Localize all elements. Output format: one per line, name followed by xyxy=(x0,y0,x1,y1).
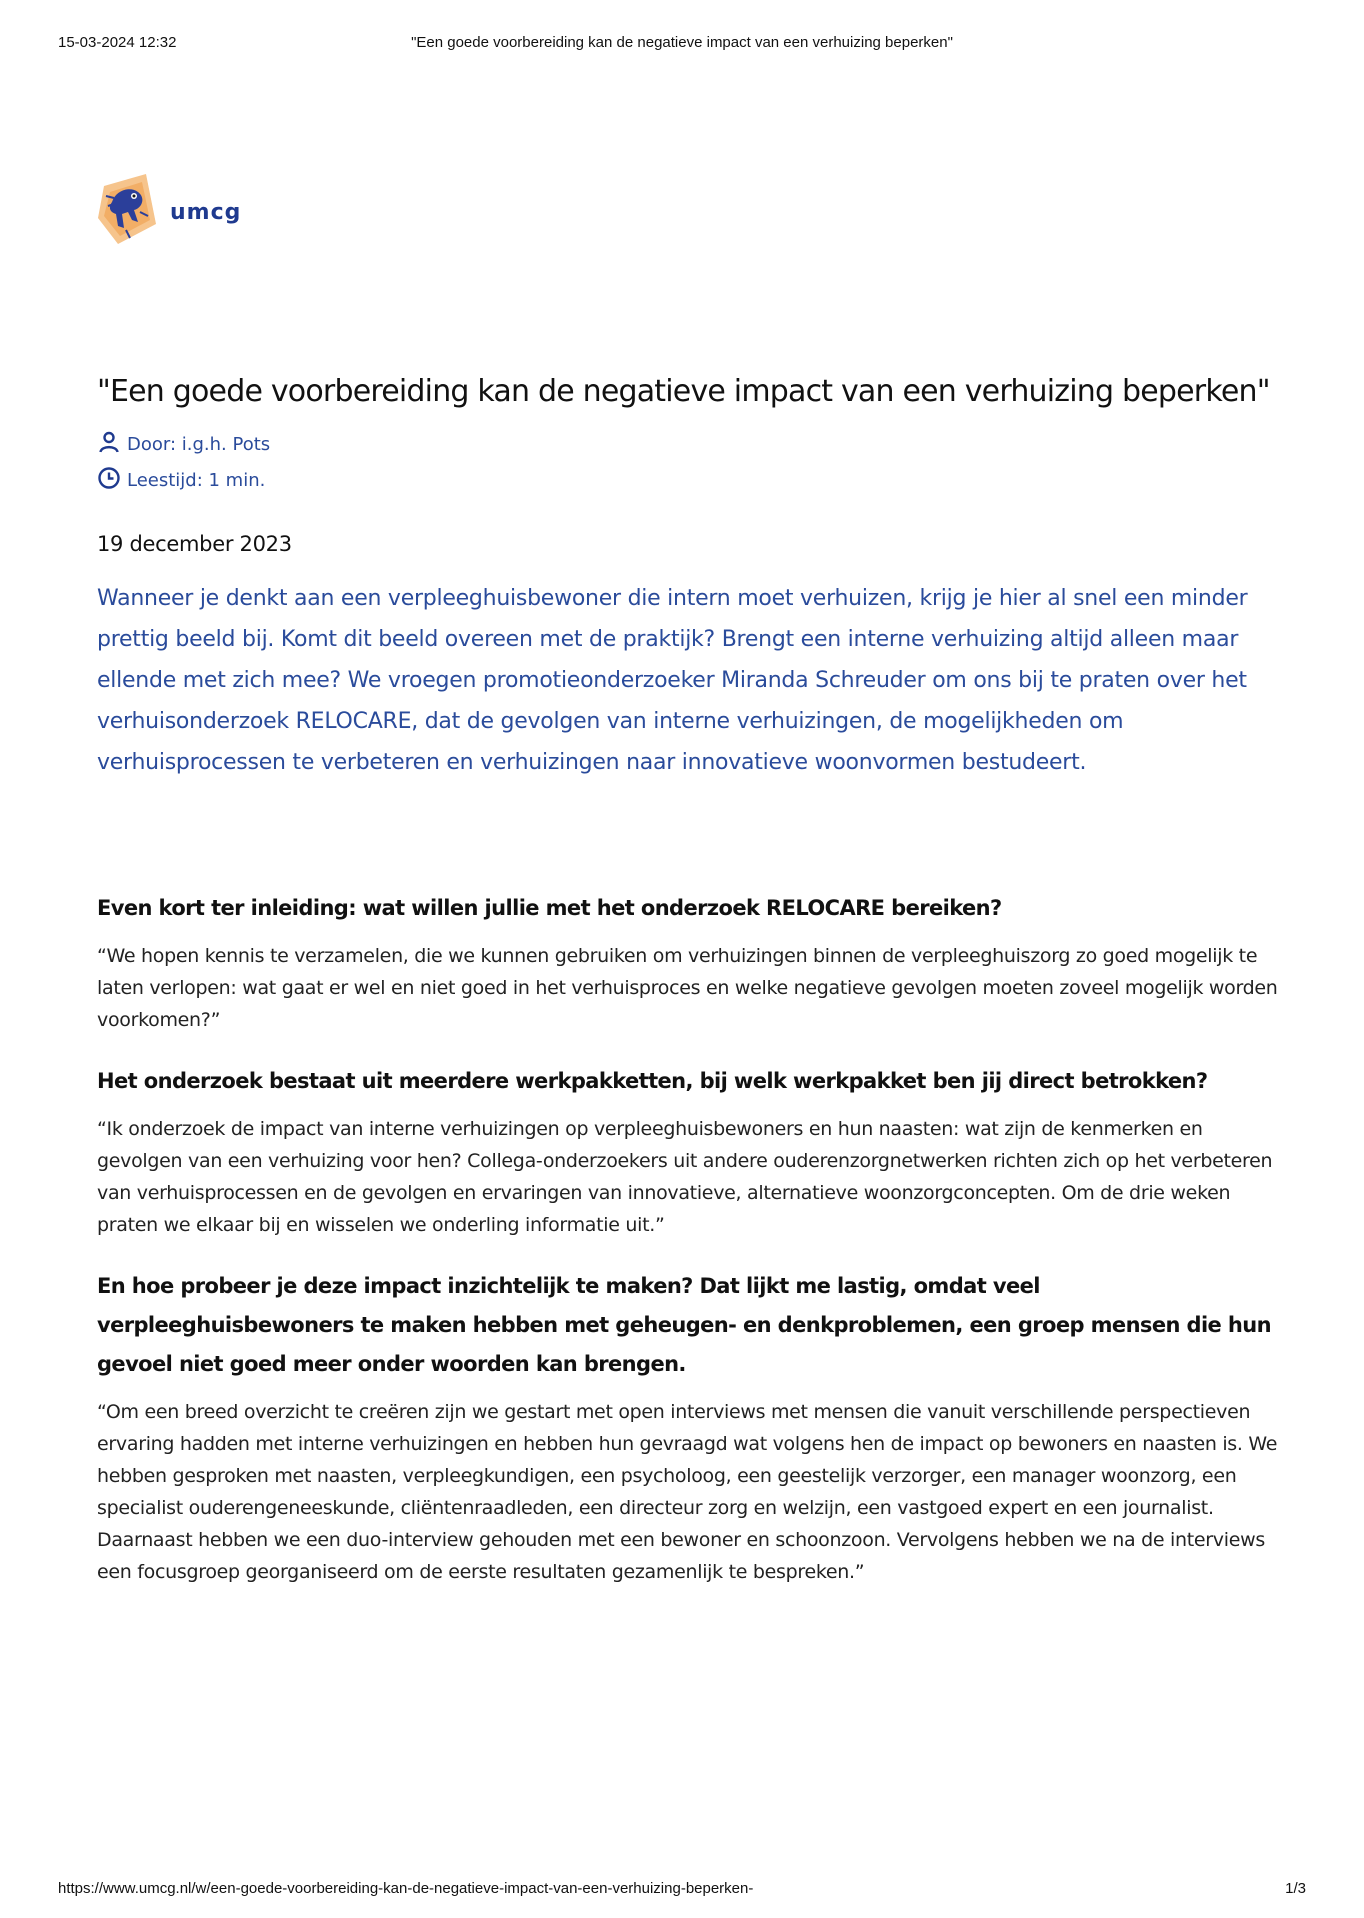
answer-2: “Ik onderzoek de impact van interne verhuizingen op verpleeghuisbewoners en hun naasten: wat zijn de kenmerken en gevolgen van een verhuizing voor hen? Collega-onderzoekers uit andere ouderenzorgnetwerken richten zich op het verbeteren van verhuisprocessen en de gevolgen en ervaringen van innovatieve, alternatieve woonzorgconcepten. Om de drie weken praten we elkaar bij en wisselen we onderling informatie uit.” xyxy=(97,1118,1273,1236)
question-3: En hoe probeer je deze impact inzichtelijk te maken? Dat lijkt me lastig, omdat veel verpleeghuisbewoners te maken hebben met geheugen- en denkproblemen, een groep mensen die hun gevoel niet goed meer onder woorden kan brengen. xyxy=(97,1274,1271,1376)
article-title: "Een goede voorbereiding kan de negatieve impact van een verhuizing beperken" xyxy=(97,374,1270,409)
article xyxy=(97,372,1282,1588)
print-header xyxy=(58,34,1306,54)
question-1: Even kort ter inleiding: wat willen jullie met het onderzoek RELOCARE bereiken? xyxy=(97,896,1002,920)
publish-date: 19 december 2023 xyxy=(97,532,292,556)
question-2: Het onderzoek bestaat uit meerdere werkpakketten, bij welk werkpakket ben jij direct betrokken? xyxy=(97,1069,1208,1093)
person-icon xyxy=(97,430,127,459)
answer-3: “Om een breed overzicht te creëren zijn we gestart met open interviews met mensen die vanuit verschillende perspectieven ervaring hadden met interne verhuizingen en hebben hun gevraagd wat volgens hen de impact op bewoners en naasten is. We hebben gesproken met naasten, verpleegkundigen, een psycholoog, een geestelijk verzorger, een manager woonzorg, een specialist ouderengeneeskunde, cliëntenraadleden, een directeur zorg en welzijn, een vastgoed expert en een journalist. Daarnaast hebben we een duo-interview gehouden met een bewoner en schoonzoon. Vervolgens hebben we na de interviews een focusgroep georganiseerd om de eerste resultaten gezamenlijk te bespreken.” xyxy=(97,1401,1278,1583)
print-footer xyxy=(58,1880,1306,1900)
page-url: https://www.umcg.nl/w/een-goede-voorbereiding-kan-de-negatieve-impact-van-een-verhuizing-beperken- xyxy=(58,1880,754,1897)
author-row xyxy=(97,426,1282,462)
answer-1: “We hopen kennis te verzamelen, die we kunnen gebruiken om verhuizingen binnen de verpleeghuiszorg zo goed mogelijk te laten verlopen: wat gaat er wel en niet goed in het verhuisproces en welke negatieve gevolgen moeten zoveel mogelijk worden voorkomen?” xyxy=(97,945,1278,1031)
frog-logo-icon xyxy=(96,172,158,246)
print-page-title: "Een goede voorbereiding kan de negatieve impact van een verhuizing beperken" xyxy=(411,34,953,51)
print-datetime: 15-03-2024 12:32 xyxy=(58,34,177,51)
reading-time: Leestijd: 1 min. xyxy=(127,469,266,491)
page-number: 1/3 xyxy=(1285,1880,1306,1897)
logo-text: umcg xyxy=(170,199,242,225)
reading-time-row xyxy=(97,462,1282,498)
author-link[interactable]: Door: i.g.h. Pots xyxy=(127,433,271,455)
umcg-logo-link[interactable] xyxy=(96,172,241,246)
clock-icon xyxy=(97,466,127,495)
article-intro: Wanneer je denkt aan een verpleeghuisbewoner die intern moet verhuizen, krijg je hier al snel een minder prettig beeld bij. Komt dit beeld overeen met de praktijk? Brengt een interne verhuizing altijd alleen maar ellende met zich mee? We vroegen promotieonderzoeker Miranda Schreuder om ons bij te praten over het verhuisonderzoek RELOCARE, dat de gevolgen van interne verhuizingen, de mogelijkheden om verhuisprocessen te verbeteren en verhuizingen naar innovatieve woonvormen bestudeert. xyxy=(97,586,1248,775)
article-meta xyxy=(97,426,1282,498)
